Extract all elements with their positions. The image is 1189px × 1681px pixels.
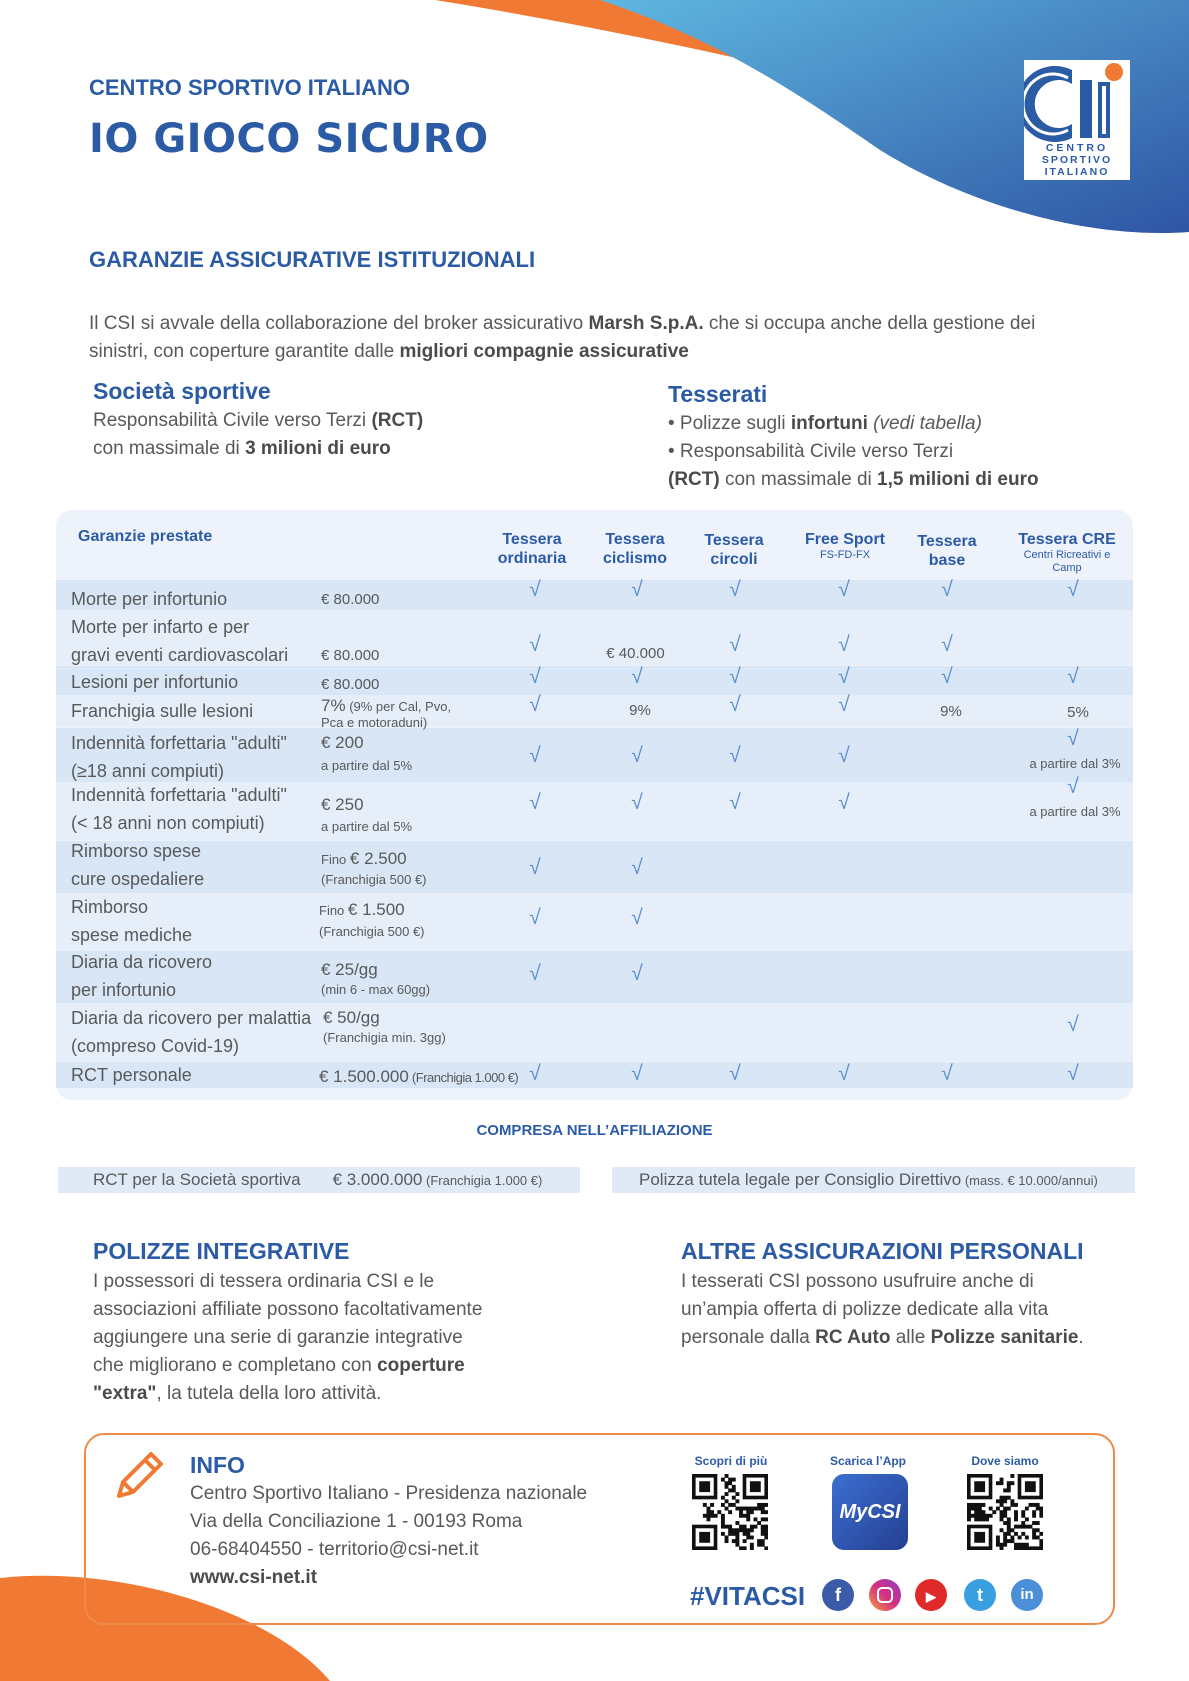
altre-title: ALTRE ASSICURAZIONI PERSONALI — [681, 1238, 1084, 1264]
info-title: INFO — [190, 1452, 245, 1478]
row-value: € 80.000 — [321, 647, 380, 664]
row-value: € 50/gg (Franchigia min. 3gg) — [323, 1008, 446, 1045]
check-mark: √ — [529, 693, 541, 716]
check-mark: √ — [529, 791, 541, 814]
row-label: Morte per infortunio — [71, 589, 228, 609]
row-value: Fino € 2.500 (Franchigia 500 €) — [321, 849, 427, 887]
polizze-integrative: POLIZZE INTEGRATIVE I possessori di tessera ordinaria CSI e le associazioni affiliate possono facoltativamente aggiungere una serie di garanzie integrative che migliorano e completano con coperture "extra", la tutela della loro attività. — [93, 1238, 483, 1404]
check-mark: √ — [838, 693, 850, 716]
check-mark: √ — [1067, 775, 1079, 798]
cell-base: 9% — [940, 703, 962, 720]
societa-block: Società sportive Responsabilità Civile verso Terzi (RCT) con massimale di 3 milioni di euro — [93, 378, 424, 459]
cell-cre: a partire dal 3% — [1029, 756, 1121, 771]
rct-societa-bar: RCT per la Società sportiva € 3.000.000 (Franchigia 1.000 €) — [58, 1167, 580, 1193]
check-mark: √ — [1067, 578, 1079, 601]
svg-text:CENTRO: CENTRO — [1045, 142, 1109, 154]
check-mark: √ — [631, 856, 643, 879]
check-mark: √ — [1067, 727, 1079, 750]
cell-ciclismo: € 40.000 — [606, 645, 665, 662]
cell-cre: a partire dal 3% — [1029, 804, 1121, 819]
check-mark: √ — [941, 665, 953, 688]
check-mark: √ — [631, 1062, 643, 1085]
info-text: INFO Centro Sportivo Italiano - Presidenza nazionale Via della Conciliazione 1 - 00193 Roma 06-68404550 - territorio@csi-net.it www.csi-net.it — [190, 1452, 587, 1592]
col-ciclismo: Tessera ciclismo — [602, 531, 668, 567]
check-mark: √ — [941, 633, 953, 656]
check-mark: √ — [838, 665, 850, 688]
check-mark: √ — [529, 1062, 541, 1085]
check-mark: √ — [631, 744, 643, 767]
tesserati-title: Tesserati — [668, 381, 768, 407]
app-icon[interactable]: MyCSI — [832, 1474, 908, 1550]
svg-text:SPORTIVO: SPORTIVO — [1041, 154, 1113, 166]
row-label: Indennità forfettaria "adulti" (< 18 anni non compiuti) — [71, 785, 287, 833]
integrative-title: POLIZZE INTEGRATIVE — [93, 1238, 350, 1264]
check-mark: √ — [631, 962, 643, 985]
row-label: Franchigia sulle lesioni — [71, 701, 254, 721]
cell-ciclismo: 9% — [629, 702, 651, 719]
col-ordinaria: Tessera ordinaria — [497, 531, 567, 567]
row-band — [56, 893, 1133, 951]
check-mark: √ — [729, 791, 741, 814]
col-cre: Tessera CRE Centri Ricreativi e Camp — [1018, 531, 1116, 574]
row-value: € 80.000 — [321, 676, 380, 693]
check-mark: √ — [529, 906, 541, 929]
table-head-label: Garanzie prestate — [78, 528, 213, 545]
hashtag: #VITACSI — [690, 1581, 806, 1611]
row-value: € 80.000 — [321, 591, 380, 608]
check-mark: √ — [529, 856, 541, 879]
check-mark: √ — [529, 665, 541, 688]
row-band — [56, 841, 1133, 893]
row-label: Indennità forfettaria "adulti" (≥18 anni compiuti) — [71, 733, 287, 781]
row-value: 7% (9% per Cal, Pvo, Pca e motoraduni) — [321, 696, 452, 730]
check-mark: √ — [631, 906, 643, 929]
row-band — [56, 951, 1133, 1003]
check-mark: √ — [838, 633, 850, 656]
row-value: € 200 a partire dal 5% — [321, 733, 413, 773]
check-mark: √ — [1067, 665, 1079, 688]
check-mark: √ — [729, 1062, 741, 1085]
instagram-icon[interactable] — [869, 1579, 901, 1611]
check-mark: √ — [1067, 1062, 1079, 1085]
check-mark: √ — [529, 578, 541, 601]
twitter-icon[interactable]: t — [964, 1579, 996, 1611]
row-value: € 1.500.000 (Franchigia 1.000 €) — [319, 1067, 519, 1086]
svg-text:ITALIANO: ITALIANO — [1044, 166, 1110, 178]
check-mark: √ — [838, 1062, 850, 1085]
check-mark: √ — [941, 578, 953, 601]
check-mark: √ — [729, 665, 741, 688]
tesserati-block: Tesserati • Polizze sugli infortuni (vedi tabella) • Responsabilità Civile verso Terzi (RCT) con massimale di 1,5 milioni di euro — [668, 381, 1039, 490]
check-mark: √ — [529, 744, 541, 767]
check-mark: √ — [529, 633, 541, 656]
facebook-icon[interactable]: f — [822, 1579, 854, 1611]
row-value: € 25/gg (min 6 - max 60gg) — [321, 960, 431, 997]
row-label: Morte per infarto e per gravi eventi cardiovascolari — [71, 617, 289, 665]
qr-label-scopri: Scopri di più — [694, 1454, 768, 1468]
qr-code-dove[interactable] — [967, 1474, 1043, 1550]
row-label: Lesioni per infortunio — [71, 672, 239, 692]
qr-label-app: Scarica l’App — [829, 1454, 907, 1468]
col-circoli: Tessera circoli — [704, 532, 764, 568]
page-title: IO GIOCO SICURO — [89, 116, 489, 162]
compresa-label: COMPRESA NELL’AFFILIAZIONE — [476, 1122, 713, 1139]
check-mark: √ — [838, 578, 850, 601]
row-value: Fino € 1.500 (Franchigia 500 €) — [319, 900, 425, 939]
org-name: CENTRO SPORTIVO ITALIANO — [89, 75, 411, 100]
check-mark: √ — [1067, 1013, 1079, 1036]
pencil-icon — [111, 1448, 167, 1509]
check-mark: √ — [838, 791, 850, 814]
section-title: GARANZIE ASSICURATIVE ISTITUZIONALI — [89, 247, 536, 272]
row-label: Diaria da ricovero per infortunio — [71, 952, 213, 1000]
check-mark: √ — [729, 744, 741, 767]
check-mark: √ — [729, 693, 741, 716]
qr-label-dove: Dove siamo — [971, 1454, 1039, 1468]
check-mark: √ — [941, 1062, 953, 1085]
check-mark: √ — [729, 633, 741, 656]
col-base: Tessera base — [917, 533, 977, 569]
youtube-icon[interactable]: ▶ — [915, 1579, 947, 1611]
cell-cre: 5% — [1067, 704, 1089, 721]
altre-assicurazioni: ALTRE ASSICURAZIONI PERSONALI I tesserati CSI possono usufruire anche di un’ampia offerta di polizze dedicate alla vita personale dalla RC Auto alle Polizze sanitarie. — [681, 1238, 1084, 1348]
row-value: € 250 a partire dal 5% — [321, 795, 413, 834]
row-label: Diaria da ricovero per malattia (compreso Covid-19) — [71, 1008, 312, 1056]
check-mark: √ — [838, 744, 850, 767]
check-mark: √ — [631, 578, 643, 601]
check-mark: √ — [729, 578, 741, 601]
col-free-sport: Free Sport FS-FD-FX — [804, 531, 885, 561]
check-mark: √ — [631, 791, 643, 814]
csi-logo — [1024, 60, 1130, 180]
qr-code-scopri[interactable] — [692, 1474, 768, 1550]
intro-text: Il CSI si avvale della collaborazione del broker assicurativo Marsh S.p.A. che si occupa anche della gestione dei sinistri, con coperture garantite dalle migliori compagnie assicurative — [89, 313, 1036, 362]
row-band — [56, 1062, 1133, 1088]
website-link[interactable]: www.csi-net.it — [190, 1567, 318, 1588]
check-mark: √ — [631, 665, 643, 688]
row-label: RCT personale — [71, 1065, 192, 1085]
linkedin-icon[interactable]: in — [1011, 1579, 1043, 1611]
row-label: Rimborso spese mediche — [71, 897, 193, 945]
row-label: Rimborso spese cure ospedaliere — [71, 841, 205, 889]
societa-title: Società sportive — [93, 378, 271, 404]
check-mark: √ — [529, 962, 541, 985]
tutela-legale-bar: Polizza tutela legale per Consiglio Direttivo (mass. € 10.000/annui) — [612, 1167, 1135, 1193]
